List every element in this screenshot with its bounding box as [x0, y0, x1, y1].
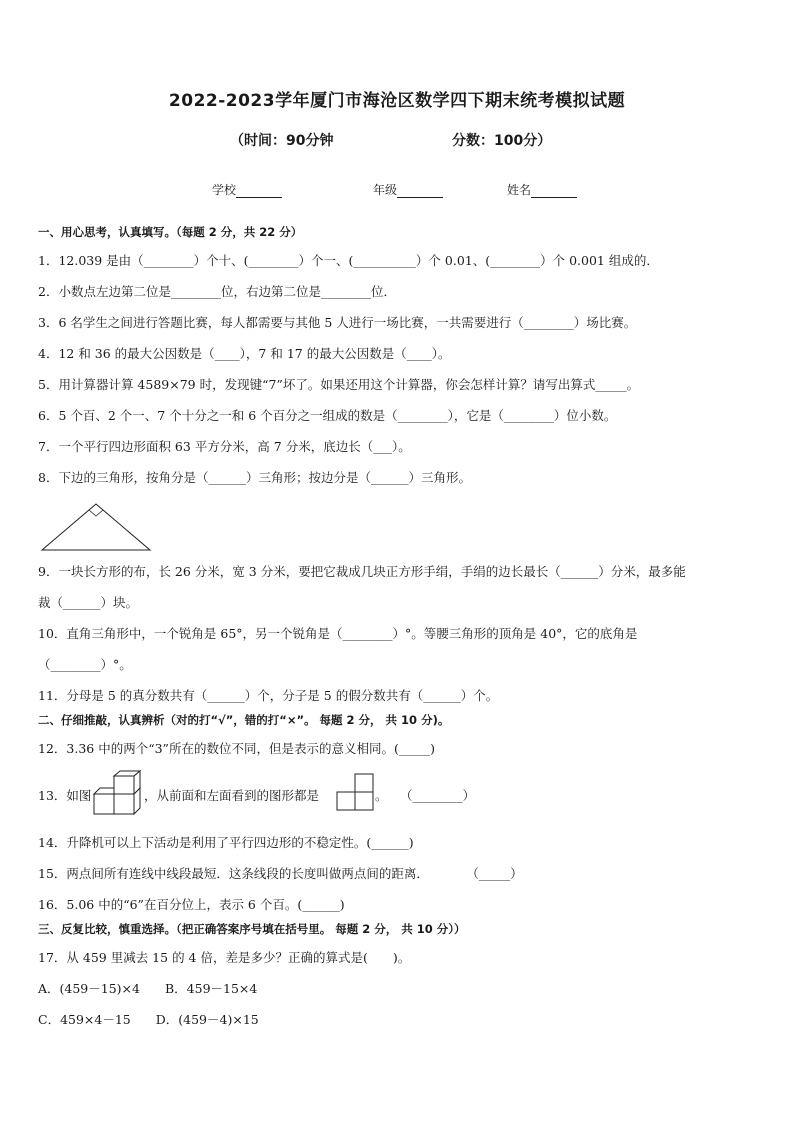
question-3: 3．6 名学生之间进行答题比赛，每人都需要与其他 5 人进行一场比赛，一共需要进行（________）场比赛。: [38, 315, 637, 330]
question-17-options-cd: C．459×4－15 D．(459－4)×15: [38, 1012, 259, 1027]
question-1: 1．12.039 是由（________）个十、(________）个一、(__________）个 0.01、(________）个 0.001 组成的．: [38, 253, 659, 268]
question-10: 10．直角三角形中，一个锐角是 65°，另一个锐角是（________）°。等腰三角形的顶角是 40°，它的底角是: [38, 626, 638, 641]
question-13-lead: 13．如图: [38, 788, 92, 803]
school-blank[interactable]: [236, 185, 282, 198]
school-label: 学校: [212, 183, 237, 197]
section-2-heading: 二、仔细推敲，认真辨析（对的打“√”，错的打“×”。 每题 2 分， 共 10 分)。: [38, 713, 450, 727]
exam-score: 分数：100分）: [452, 133, 552, 149]
question-14: 14．升降机可以上下活动是利用了平行四边形的不稳定性。(______): [38, 835, 414, 850]
question-9-continued: 裁（______）块。: [38, 595, 139, 610]
question-2: 2．小数点左边第二位是________位，右边第二位是________位．: [38, 284, 396, 299]
question-9: 9．一块长方形的布，长 26 分米，宽 3 分米，要把它裁成几块正方形手绢，手绢的边长最长（______）分米，最多能: [38, 564, 686, 579]
question-15: 15．两点间所有连线中线段最短．这条线段的长度叫做两点间的距离． （_____）: [38, 866, 523, 881]
grade-label: 年级: [373, 183, 398, 197]
grade-field: [373, 181, 443, 198]
question-7: 7．一个平行四边形面积 63 平方分米，高 7 分米，底边长（___）。: [38, 439, 411, 454]
cube-stack-figure: [92, 770, 144, 816]
name-field: [507, 181, 577, 198]
triangle-figure: [38, 498, 154, 554]
section-3-heading: 三、反复比较，慎重选择。（把正确答案序号填在括号里。 每题 2 分， 共 10 分））: [38, 922, 466, 936]
question-10-continued: （________）°。: [38, 657, 132, 672]
question-4: 4．12 和 36 的最大公因数是（____），7 和 17 的最大公因数是（____）。: [38, 346, 451, 361]
question-13-text: ，从前面和左面看到的图形都是: [144, 788, 320, 803]
exam-time: （时间：90分钟: [230, 133, 334, 149]
view-shape-figure: [335, 772, 375, 812]
question-5: 5．用计算器计算 4589×79 时，发现键“7”坏了。如果还用这个计算器，你会怎样计算？请写出算式_____。: [38, 377, 640, 392]
question-8: 8．下边的三角形，按角分是（______）三角形；按边分是（______）三角形。: [38, 470, 471, 485]
grade-blank[interactable]: [397, 185, 443, 198]
question-16: 16．5.06 中的“6”在百分位上，表示 6 个百。(______): [38, 897, 345, 912]
section-1-heading: 一、用心思考，认真填写。（每题 2 分，共 22 分）: [38, 225, 303, 239]
name-label: 姓名: [507, 183, 532, 197]
page-title: 2022-2023学年厦门市海沧区数学四下期末统考模拟试题: [168, 91, 626, 111]
question-17: 17．从 459 里减去 15 的 4 倍，差是多少？正确的算式是( )。: [38, 950, 411, 965]
question-17-options-ab: A．(459－15)×4 B．459－15×4: [38, 981, 258, 996]
school-field: [212, 181, 282, 198]
question-12: 12．3.36 中的两个“3”所在的数位不同，但是表示的意义相同。(_____): [38, 741, 435, 756]
name-blank[interactable]: [531, 185, 577, 198]
question-11: 11．分母是 5 的真分数共有（______）个，分子是 5 的假分数共有（______）个。: [38, 688, 499, 703]
question-13-answer: 。 （________）: [375, 788, 476, 803]
question-6: 6．5 个百、2 个一、7 个十分之一和 6 个百分之一组成的数是（________），它是（________）位小数。: [38, 408, 617, 423]
